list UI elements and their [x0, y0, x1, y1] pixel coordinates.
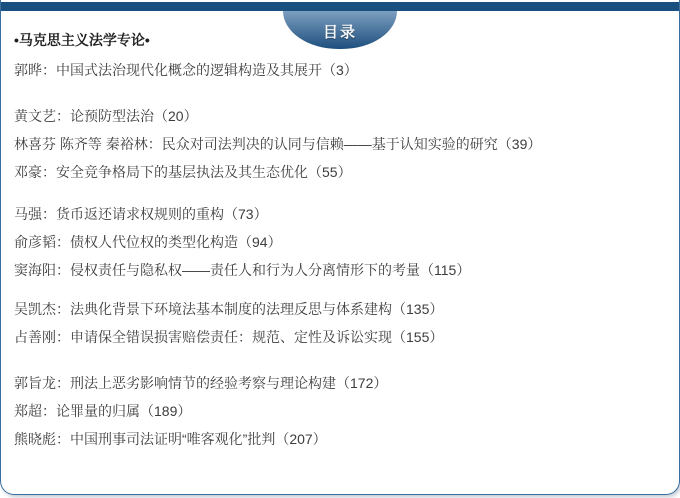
toc-content — [1, 11, 679, 453]
toc-item: 黄文艺：论预防型法治（20） — [14, 108, 198, 124]
toc-group — [14, 369, 663, 453]
toc-group — [14, 295, 663, 351]
toc-group — [14, 102, 663, 186]
toc-item: 俞彦韬：债权人代位权的类型化构造（94） — [14, 234, 282, 250]
toc-item: 郑超：论罪量的归属（189） — [14, 403, 192, 419]
toc-item: 窦海阳：侵权责任与隐私权——责任人和行为人分离情形下的考量（115） — [14, 262, 471, 278]
toc-badge-label: 目录 — [322, 23, 357, 41]
section-label: •马克思主义法学专论• — [14, 32, 150, 48]
toc-item: 林喜芬 陈齐等 秦裕林：民众对司法判决的认同与信赖——基于认知实验的研究（39） — [14, 136, 542, 152]
toc-item: 郭旨龙：刑法上恶劣影响情节的经验考察与理论构建（172） — [14, 375, 388, 391]
toc-item: 马强：货币返还请求权规则的重构（73） — [14, 206, 268, 222]
top-bar — [1, 2, 679, 11]
toc-item: 吴凯杰：法典化背景下环境法基本制度的法理反思与体系建构（135） — [14, 301, 444, 317]
toc-item: 熊晓彪：中国刑事司法证明“唯客观化”批判（207） — [14, 431, 327, 447]
toc-item: 占善刚：申请保全错误损害赔偿责任：规范、定性及诉讼实现（155） — [14, 329, 444, 345]
toc-group — [14, 56, 663, 84]
toc-groups — [14, 56, 663, 453]
toc-item: 郭晔：中国式法治现代化概念的逻辑构造及其展开（3） — [14, 62, 358, 78]
toc-group — [14, 200, 663, 284]
toc-item: 邓豪：安全竞争格局下的基层执法及其生态优化（55） — [14, 164, 352, 180]
